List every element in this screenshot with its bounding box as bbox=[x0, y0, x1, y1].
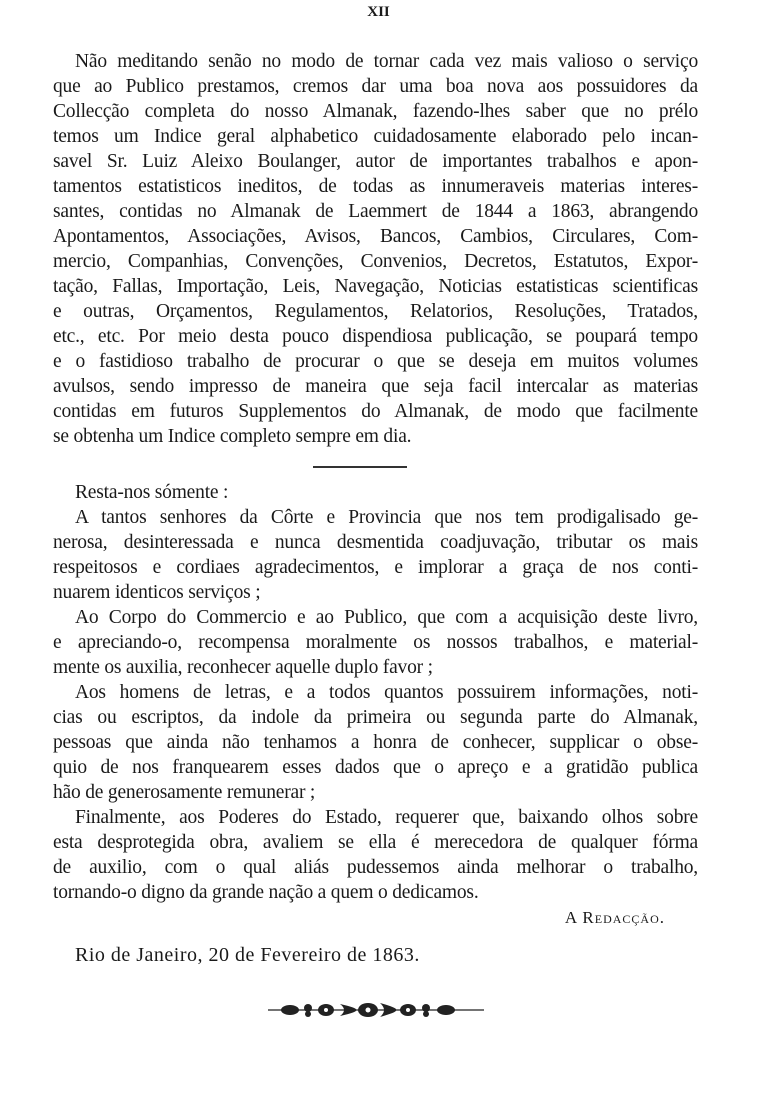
page-number: XII bbox=[367, 4, 390, 20]
text-line: Collecção completa do nosso Almanak, fazendo-lhes saber que no prélo bbox=[53, 101, 698, 122]
text-line: hão de generosamente remunerar ; bbox=[53, 782, 316, 803]
text-line: que ao Publico prestamos, cremos dar uma boa nova aos possuidores da bbox=[53, 76, 698, 97]
text-line: e apreciando-o, recompensa moralmente os nossos trabalhos, e material- bbox=[53, 632, 698, 653]
text-line: mente os auxilia, reconhecer aquelle duplo favor ; bbox=[53, 657, 433, 678]
text-line: savel Sr. Luiz Aleixo Boulanger, autor de importantes trabalhos e apon- bbox=[53, 151, 698, 172]
text-line: mercio, Companhias, Convenções, Convenios, Decretos, Estatutos, Expor- bbox=[53, 251, 698, 272]
text-line: Resta-nos sómente : bbox=[75, 482, 229, 503]
text-line: respeitosos e cordiaes agradecimentos, e implorar a graça de nos conti- bbox=[53, 557, 698, 578]
text-line: temos um Indice geral alphabetico cuidadosamente elaborado pelo incan- bbox=[53, 126, 698, 147]
text-line: tamentos estatisticos ineditos, de todas as innumeraveis materias interes- bbox=[53, 176, 698, 197]
signature: A Redacção. bbox=[564, 908, 665, 927]
paragraph-index-announcement bbox=[53, 49, 698, 449]
text-line: Não meditando senão no modo de tornar cada vez mais valioso o serviço bbox=[75, 51, 698, 72]
text-line: contidas em futuros Supplementos do Almanak, de modo que facilmente bbox=[53, 401, 698, 422]
text-line: cias ou escriptos, da indole da primeira ou segunda parte do Almanak, bbox=[53, 707, 698, 728]
text-line: nuarem identicos serviços ; bbox=[53, 582, 261, 603]
text-line: A tantos senhores da Côrte e Provincia que nos tem prodigalisado ge- bbox=[75, 507, 698, 528]
text-line: avulsos, sendo impresso de maneira que seja facil intercalar as materias bbox=[53, 376, 698, 397]
text-line: Apontamentos, Associações, Avisos, Bancos, Cambios, Circulares, Com- bbox=[53, 226, 698, 247]
paragraph-acknowledgements bbox=[53, 480, 698, 905]
decorative-fleuron-icon bbox=[268, 998, 484, 1027]
dateline: Rio de Janeiro, 20 de Fevereiro de 1863. bbox=[75, 944, 420, 966]
text-line: esta desprotegida obra, avaliem se ella é merecedora de qualquer fórma bbox=[53, 832, 698, 853]
text-line: de auxilio, com o qual aliás pudessemos ainda melhorar o trabalho, bbox=[53, 857, 698, 878]
text-line: tação, Fallas, Importação, Leis, Navegação, Noticias estatisticas scientificas bbox=[53, 276, 698, 297]
text-line: e outras, Orçamentos, Regulamentos, Relatorios, Resoluções, Tratados, bbox=[53, 301, 698, 322]
text-line: tornando-o digno da grande nação a quem o dedicamos. bbox=[53, 882, 479, 903]
text-line: Ao Corpo do Commercio e ao Publico, que com a acquisição deste livro, bbox=[75, 607, 698, 628]
text-line: pessoas que ainda não tenhamos a honra de conhecer, supplicar o obse- bbox=[53, 732, 698, 753]
text-line: e o fastidioso trabalho de procurar o que se deseja em muitos volumes bbox=[53, 351, 698, 372]
text-line: Finalmente, aos Poderes do Estado, requerer que, baixando olhos sobre bbox=[75, 807, 698, 828]
text-line: Aos homens de letras, e a todos quantos possuirem informações, noti- bbox=[75, 682, 698, 703]
text-line: etc., etc. Por meio desta pouco dispendiosa publicação, se poupará tempo bbox=[53, 326, 698, 347]
text-line: quio de nos franquearem esses dados que o apreço e a gratidão publica bbox=[53, 757, 698, 778]
section-divider bbox=[313, 466, 407, 468]
text-line: nerosa, desinteressada e nunca desmentida coadjuvação, tributar os mais bbox=[53, 532, 698, 553]
text-line: se obtenha um Indice completo sempre em dia. bbox=[53, 426, 412, 447]
text-line: santes, contidas no Almanak de Laemmert de 1844 a 1863, abrangendo bbox=[53, 201, 698, 222]
